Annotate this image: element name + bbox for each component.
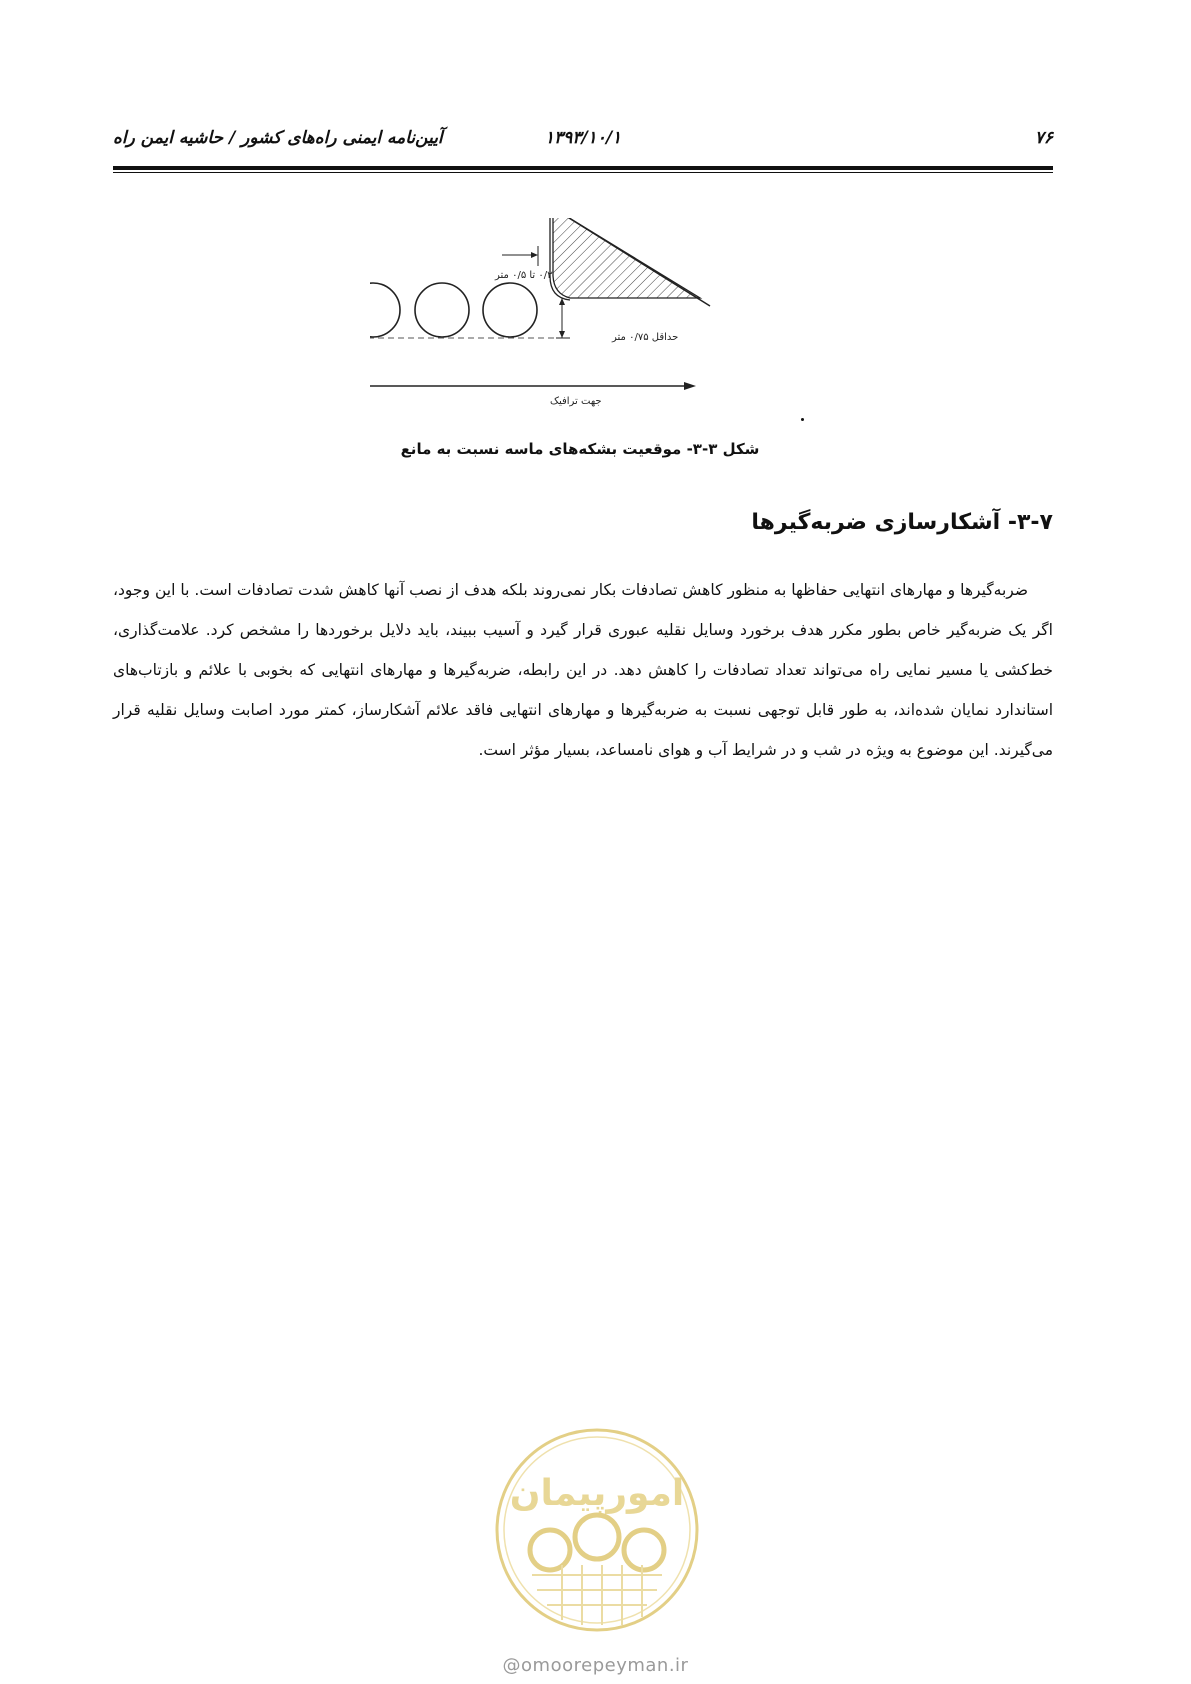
page-number: ۷۶ xyxy=(1034,128,1053,148)
stray-dot xyxy=(801,418,804,421)
section-heading: ۳-۷- آشکارسازی ضربه‌گیرها xyxy=(751,510,1053,535)
footer-url: @omoorepeyman.ir xyxy=(502,1655,689,1676)
traffic-direction-label: جهت ترافیک xyxy=(550,396,602,407)
header-title: آیین‌نامه ایمنی راه‌های کشور / حاشیه ایمن راه xyxy=(113,128,443,148)
body-paragraph: ضربه‌گیرها و مهارهای انتهایی حفاظها به منظور کاهش تصادفات بکار نمی‌روند بلکه هدف از نصب آنها کاهش شدت تصادفات است. با این وجود، اگر یک ضربه‌گیر خاص بطور مکرر هدف برخورد وسایل نقلیه عبوری قرار گیرد و آسیب ببیند، باید دلایل برخوردها را مشخص کرد. علامت‌گذاری، خط‌کشی یا مسیر نمایی راه می‌تواند تعداد تصادفات را کاهش دهد. در این رابطه، ضربه‌گیرها و مهارهای انتهایی که بخوبی با علائم و بازتاب‌های استاندارد نمایان شده‌اند، به طور قابل توجهی نسبت به ضربه‌گیرها و مهارهای انتهایی فاقد علائم آشکارساز، کمتر مورد اصابت وسایل نقلیه قرار می‌گیرند. این موضوع به ویژه در شب و در شرایط آب و هوای نامساعد، بسیار مؤثر است. xyxy=(113,581,1053,759)
watermark-stamp xyxy=(492,1425,702,1639)
gap-distance-label: ۰/۳ تا ۰/۵ متر xyxy=(495,270,553,281)
sand-barrel xyxy=(483,283,537,337)
body-paragraph-block xyxy=(113,570,1053,770)
header-rule-thin xyxy=(113,172,1053,173)
sand-barrel xyxy=(370,283,400,337)
min-height-label: حداقل ۰/۷۵ متر xyxy=(612,332,679,343)
header-rule-thick xyxy=(113,166,1053,170)
stamp-seal-icon xyxy=(492,1425,702,1635)
figure-caption: شکل ۳-۳- موقعیت بشکه‌های ماسه نسبت به مانع xyxy=(400,440,760,458)
sand-barrel-figure xyxy=(370,218,790,428)
page-header xyxy=(113,124,1053,154)
stamp-text: امورپیمان xyxy=(509,1473,685,1514)
sand-barrel xyxy=(415,283,469,337)
header-date: ۱۳۹۳/۱۰/۱ xyxy=(544,128,622,148)
